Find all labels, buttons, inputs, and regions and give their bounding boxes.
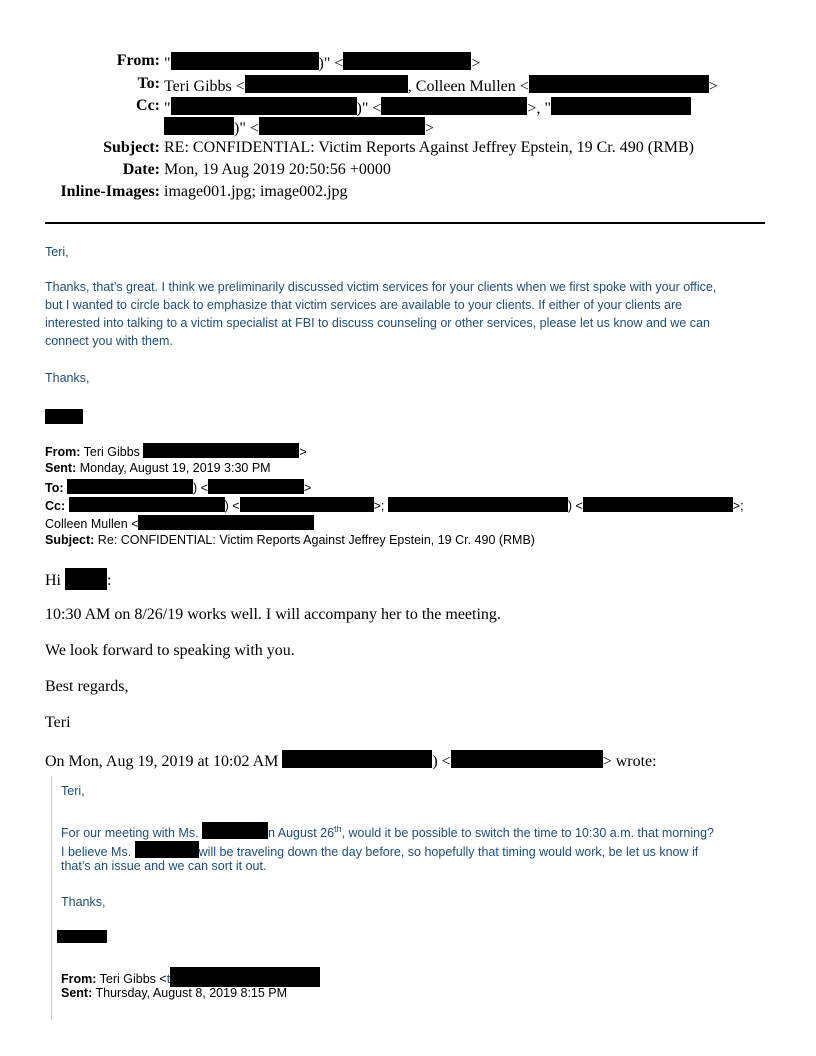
redaction bbox=[138, 515, 314, 530]
teri-line: Best regards, bbox=[45, 678, 129, 695]
date-label: Date: bbox=[122, 161, 160, 178]
redaction bbox=[164, 117, 234, 135]
inline-images-label: Inline-Images: bbox=[60, 183, 160, 200]
redacted-signature bbox=[45, 409, 83, 424]
redaction bbox=[343, 52, 471, 70]
redaction bbox=[135, 841, 199, 858]
fwd1-sent: Sent: Monday, August 19, 2019 3:30 PM bbox=[45, 461, 271, 475]
redaction bbox=[171, 97, 357, 115]
header-divider bbox=[45, 222, 765, 224]
redaction bbox=[202, 822, 268, 839]
date-value: Mon, 19 Aug 2019 20:50:56 +0000 bbox=[164, 161, 391, 178]
teri-greeting: Hi : bbox=[45, 568, 111, 590]
redaction bbox=[143, 443, 299, 458]
from-label: From: bbox=[116, 52, 160, 69]
to-label: To: bbox=[137, 75, 160, 92]
inline-images-value: image001.jpg; image002.jpg bbox=[164, 183, 348, 200]
reply-body-line: interested into talking to a victim specialist at FBI to discuss counseling or other services, please let us know and we can bbox=[45, 316, 710, 330]
redaction bbox=[69, 497, 225, 512]
reply-body-line: connect you with them. bbox=[45, 334, 173, 348]
redaction bbox=[245, 75, 408, 93]
reply-greeting: Teri, bbox=[45, 245, 69, 259]
redaction bbox=[451, 750, 603, 768]
redaction bbox=[171, 52, 319, 70]
teri-signature: Teri bbox=[45, 714, 71, 731]
subject-label: Subject: bbox=[103, 139, 160, 156]
quoted-line: that’s an issue and we can sort it out. bbox=[61, 859, 267, 873]
teri-line: We look forward to speaking with you. bbox=[45, 642, 295, 659]
redaction bbox=[208, 479, 304, 494]
teri-line: 10:30 AM on 8/26/19 works well. I will accompany her to the meeting. bbox=[45, 606, 501, 623]
redaction bbox=[388, 497, 568, 512]
quoted-line: For our meeting with Ms. n August 26th, would it be possible to switch the time to 10:30 a.m. that morning? bbox=[61, 823, 714, 840]
quoted-sent: Sent: Thursday, August 8, 2019 8:15 PM bbox=[61, 986, 288, 1000]
redacted-signature bbox=[57, 930, 107, 943]
redaction bbox=[381, 97, 527, 115]
redaction bbox=[259, 117, 425, 135]
redaction bbox=[583, 497, 733, 512]
cc-label: Cc: bbox=[136, 97, 160, 114]
fwd1-to: To: ) < > bbox=[45, 481, 312, 495]
fwd1-from: From: Teri Gibbs > bbox=[45, 445, 307, 459]
redaction bbox=[65, 568, 107, 590]
quoted-line: I believe Ms. will be traveling down the day before, so hopefully that timing would work, be let us know if bbox=[61, 841, 698, 859]
reply-body-line: Thanks, that’s great. I think we preliminarily discussed victim services for your clients when we first spoke with your office, bbox=[45, 280, 717, 294]
redaction bbox=[67, 479, 193, 494]
to-value: Teri Gibbs < , Colleen Mullen < > bbox=[164, 75, 718, 96]
reply-body-line: but I wanted to circle back to emphasize that victim services are available to your clients. If either of your clients are bbox=[45, 298, 683, 312]
from-value: " )" < > bbox=[164, 52, 480, 73]
quoted-greeting: Teri, bbox=[61, 784, 85, 798]
redaction bbox=[282, 750, 432, 768]
cc-value-line2: )" < > bbox=[164, 117, 434, 138]
reply-signoff: Thanks, bbox=[45, 371, 90, 385]
quoted-from: From: Teri Gibbs <t bbox=[61, 967, 320, 987]
quote-bar bbox=[51, 776, 52, 1020]
fwd1-cc: Cc: ) < >; ) < >; bbox=[45, 499, 744, 513]
redaction bbox=[170, 967, 320, 987]
redaction bbox=[240, 497, 374, 512]
subject-value: RE: CONFIDENTIAL: Victim Reports Against Jeffrey Epstein, 19 Cr. 490 (RMB) bbox=[164, 139, 694, 156]
fwd1-subject: Subject: Re: CONFIDENTIAL: Victim Reports Against Jeffrey Epstein, 19 Cr. 490 (RMB) bbox=[45, 533, 535, 547]
quote-attribution: On Mon, Aug 19, 2019 at 10:02 AM ) < > wrote: bbox=[45, 750, 657, 771]
cc-value: " )" < >, " bbox=[164, 97, 691, 118]
redaction bbox=[551, 97, 691, 115]
fwd1-cc-line2: Colleen Mullen < bbox=[45, 515, 314, 531]
quoted-signoff: Thanks, bbox=[61, 895, 106, 909]
redaction bbox=[529, 75, 709, 93]
